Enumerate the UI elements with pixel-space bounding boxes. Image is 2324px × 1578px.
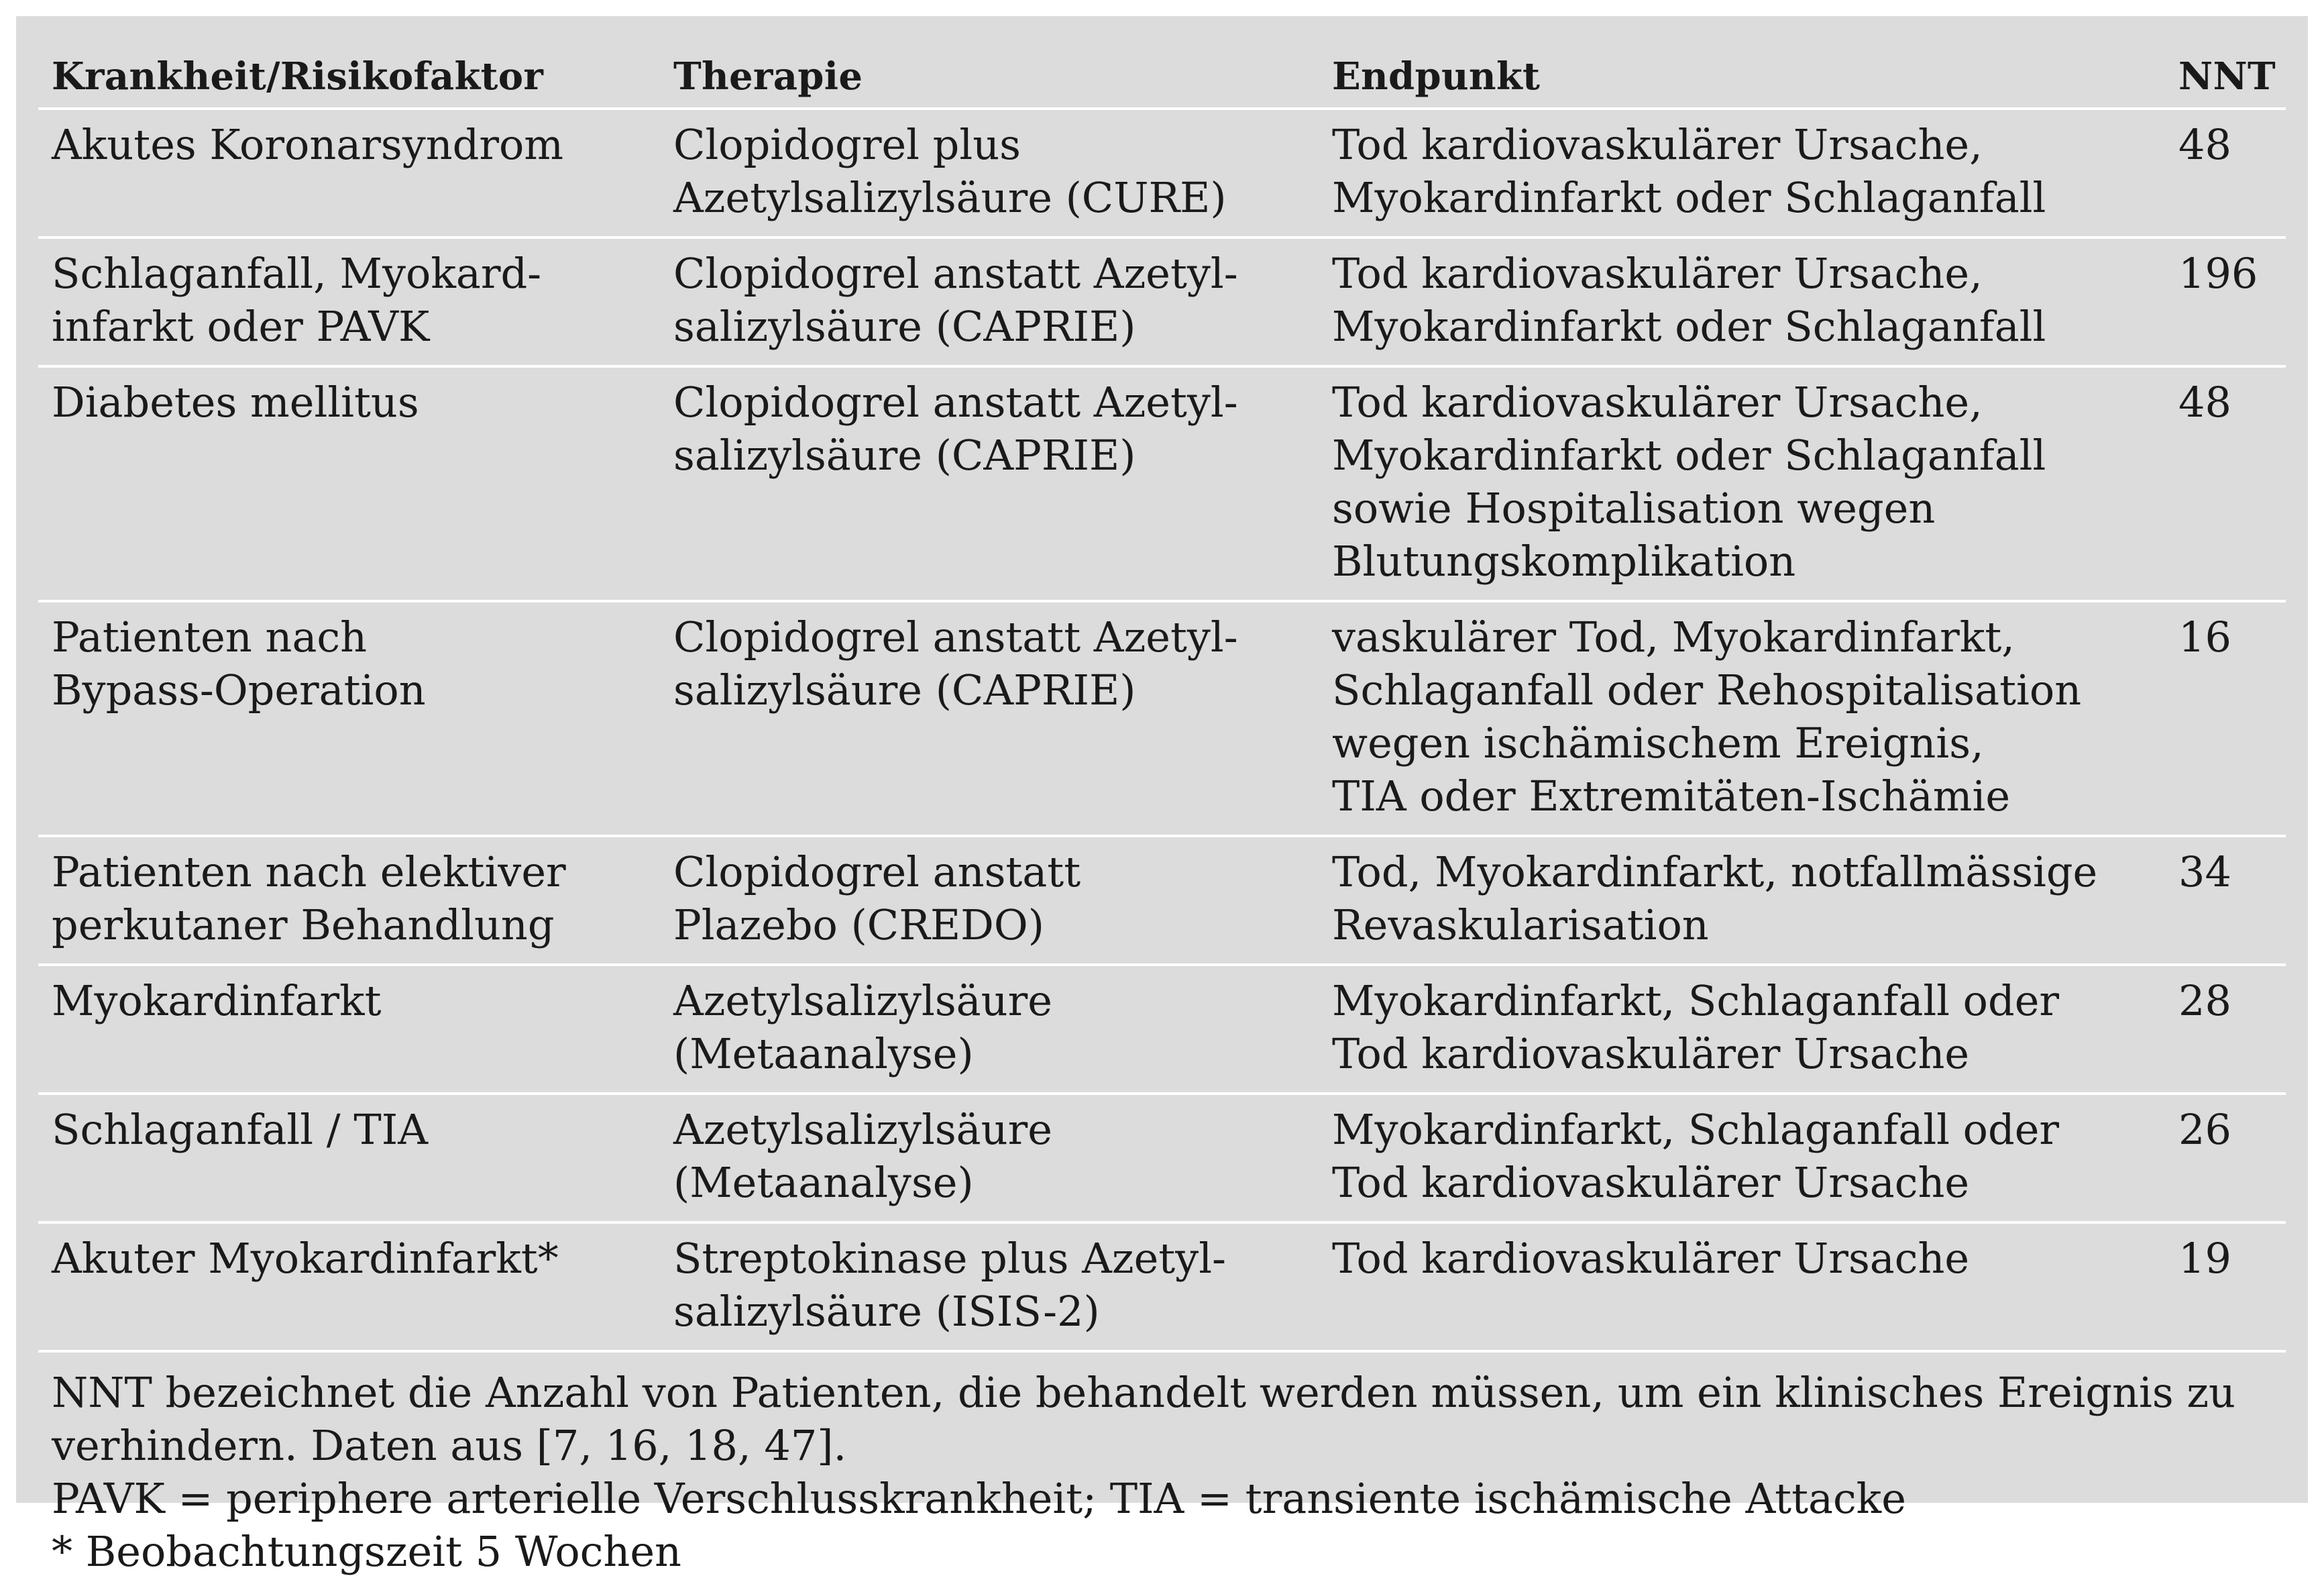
cell-therapie: Azetylsalizylsäure (Metaanalyse) (660, 1094, 1319, 1222)
header-nnt: NNT (2165, 30, 2286, 109)
cell-krankheit: Myokardinfarkt (38, 965, 660, 1094)
cell-krankheit: Akutes Koronarsyndrom (38, 109, 660, 238)
cell-therapie: Clopidogrel anstatt Azetyl- salizylsäure (CAPRIE) (660, 366, 1319, 601)
header-krankheit: Krankheit/Risikofaktor (38, 30, 660, 109)
table-row (38, 366, 2286, 601)
cell-therapie: Azetylsalizylsäure (Metaanalyse) (660, 965, 1319, 1094)
header-therapie: Therapie (660, 30, 1319, 109)
cell-endpunkt: Tod kardiovaskulärer Ursache, Myokardinfarkt oder Schlaganfall (1319, 238, 2165, 366)
table-row (38, 965, 2286, 1094)
cell-endpunkt: Tod kardiovaskulärer Ursache, Myokardinfarkt oder Schlaganfall (1319, 109, 2165, 238)
cell-endpunkt: vaskulärer Tod, Myokardinfarkt, Schlaganfall oder Rehospitalisation wegen ischämischem Ereignis, TIA oder Extremitäten-Ischämie (1319, 601, 2165, 836)
table-row (38, 601, 2286, 836)
table-row (38, 109, 2286, 238)
cell-therapie: Clopidogrel plus Azetylsalizylsäure (CURE) (660, 109, 1319, 238)
cell-endpunkt: Tod, Myokardinfarkt, notfallmässige Revaskularisation (1319, 836, 2165, 965)
table-row (38, 1094, 2286, 1222)
cell-krankheit: Akuter Myokardinfarkt* (38, 1222, 660, 1351)
cell-therapie: Clopidogrel anstatt Azetyl- salizylsäure (CAPRIE) (660, 238, 1319, 366)
table-row (38, 238, 2286, 366)
table-row (38, 836, 2286, 965)
cell-endpunkt: Myokardinfarkt, Schlaganfall oder Tod kardiovaskulärer Ursache (1319, 965, 2165, 1094)
cell-endpunkt: Tod kardiovaskulärer Ursache (1319, 1222, 2165, 1351)
cell-endpunkt: Tod kardiovaskulärer Ursache, Myokardinfarkt oder Schlaganfall sowie Hospitalisation wegen Blutungskomplikation (1319, 366, 2165, 601)
cell-krankheit: Patienten nach Bypass-Operation (38, 601, 660, 836)
table-panel (16, 16, 2308, 1576)
cell-nnt: 196 (2165, 238, 2286, 366)
cell-nnt: 48 (2165, 366, 2286, 601)
cell-nnt: 48 (2165, 109, 2286, 238)
cell-therapie: Clopidogrel anstatt Plazebo (CREDO) (660, 836, 1319, 965)
footnote-observation: * Beobachtungszeit 5 Wochen (52, 1527, 681, 1576)
cell-krankheit: Patienten nach elektiver perkutaner Behandlung (38, 836, 660, 965)
cell-therapie: Clopidogrel anstatt Azetyl- salizylsäure (CAPRIE) (660, 601, 1319, 836)
cell-krankheit: Diabetes mellitus (38, 366, 660, 601)
cell-nnt: 26 (2165, 1094, 2286, 1222)
cell-nnt: 16 (2165, 601, 2286, 836)
table-footnotes (38, 1353, 2286, 1578)
cell-nnt: 34 (2165, 836, 2286, 965)
table-row (38, 1222, 2286, 1351)
cell-nnt: 19 (2165, 1222, 2286, 1351)
cell-krankheit: Schlaganfall / TIA (38, 1094, 660, 1222)
footnote-nnt: NNT bezeichnet die Anzahl von Patienten, die behandelt werden müssen, um ein klinisches Ereignis zu verhindern. Daten aus [7, 16, 18, 47]. (52, 1368, 2235, 1470)
cell-endpunkt: Myokardinfarkt, Schlaganfall oder Tod kardiovaskulärer Ursache (1319, 1094, 2165, 1222)
cell-nnt: 28 (2165, 965, 2286, 1094)
header-endpunkt: Endpunkt (1319, 30, 2165, 109)
cell-krankheit: Schlaganfall, Myokard- infarkt oder PAVK (38, 238, 660, 366)
header-row (38, 30, 2286, 109)
nnt-table (38, 30, 2286, 1353)
cell-therapie: Streptokinase plus Azetyl- salizylsäure (ISIS-2) (660, 1222, 1319, 1351)
footnote-abbreviations: PAVK = periphere arterielle Verschlusskrankheit; TIA = transiente ischämische Attacke (52, 1474, 1906, 1523)
